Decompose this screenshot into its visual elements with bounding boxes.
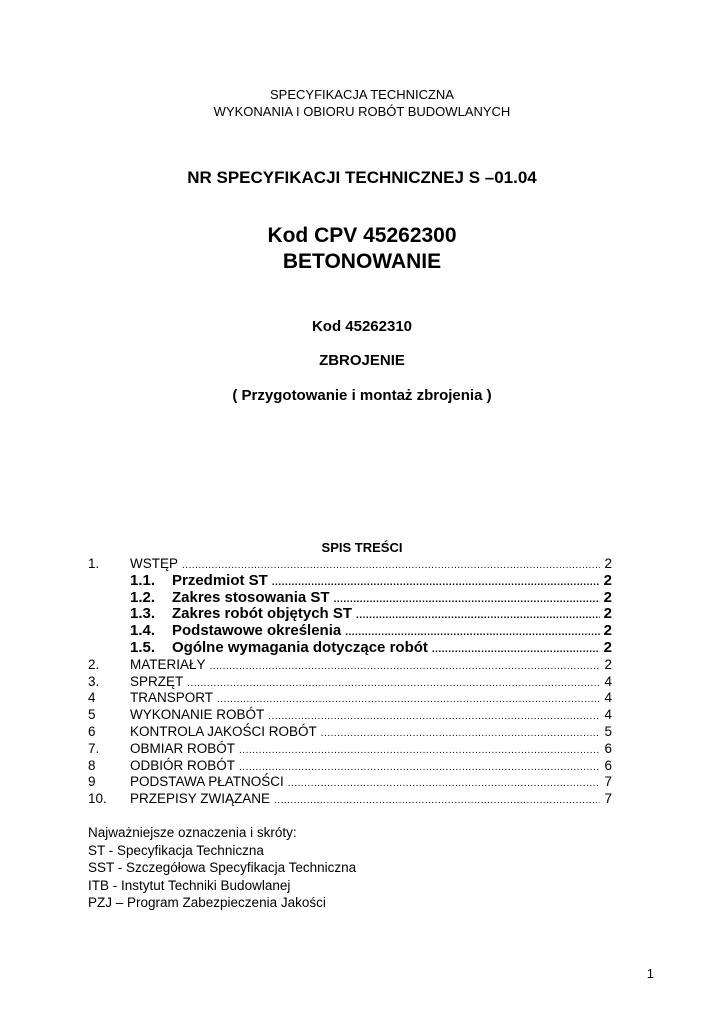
toc-entry-title: MATERIAŁY	[130, 656, 206, 672]
toc-entry-page: 2	[604, 656, 612, 672]
toc-entry	[88, 758, 612, 775]
toc-entry-page: 2	[603, 571, 612, 589]
toc-entry-page: 5	[604, 723, 612, 739]
toc-entry	[88, 573, 612, 590]
header-line-2: WYKONANIA I OBIORU ROBÓT BUDOWLANYCH	[213, 104, 511, 119]
toc-entry-page: 2	[604, 556, 612, 571]
abbreviations-block	[88, 824, 356, 912]
abbreviation-item: ITB - Instytut Techniki Budowlanej	[88, 877, 291, 893]
toc-entry-title: WYKONANIE ROBÓT	[130, 707, 265, 723]
toc-entry-number: 1.4.	[130, 622, 156, 640]
header-line-1: SPECYFIKACJA TECHNICZNA	[270, 87, 454, 102]
toc-entry-page: 4	[604, 673, 612, 689]
toc-entry-page: 2	[603, 588, 612, 606]
toc-entry-number: 4	[88, 690, 96, 706]
toc-entry	[88, 657, 612, 674]
toc-entry-number: 1.3.	[130, 605, 156, 623]
toc-entry-page: 4	[604, 707, 612, 723]
toc-entry-page: 7	[604, 774, 612, 790]
toc-entry-page: 4	[604, 690, 612, 706]
toc-entry	[88, 724, 612, 741]
toc-entry-page: 7	[604, 791, 612, 807]
toc-entry-number: 1.	[88, 556, 100, 571]
toc-entry-number: 8	[88, 757, 96, 773]
toc-entry-number: 7.	[88, 740, 100, 756]
toc-entry-number: 2.	[88, 656, 100, 672]
toc-entry-title: KONTROLA JAKOŚCI ROBÓT	[130, 723, 317, 739]
toc-entry	[88, 606, 612, 623]
toc-entry	[88, 741, 612, 758]
toc-entry-title: Przedmiot ST	[172, 571, 268, 589]
toc-entry	[88, 774, 612, 791]
toc-entry-title: PRZEPISY ZWIĄZANE	[130, 791, 271, 807]
toc-entry	[88, 556, 612, 573]
abbreviation-item: SST - Szczegółowa Specyfikacja Techniczna	[88, 860, 357, 875]
toc-entry	[88, 674, 612, 691]
toc-entry	[88, 707, 612, 724]
toc-entry-title: TRANSPORT	[130, 690, 214, 706]
spec-number: NR SPECYFIKACJI TECHNICZNEJ S –01.04	[187, 168, 537, 187]
toc-entry-title: ODBIÓR ROBÓT	[130, 757, 236, 773]
toc-entry-title: OBMIAR ROBÓT	[130, 740, 236, 756]
toc-entry-title: SPRZĘT	[130, 673, 184, 689]
page-number: 1	[646, 966, 654, 981]
sub-name: ZBROJENIE	[319, 352, 405, 369]
toc-entry-title: PODSTAWA PŁATNOŚCI	[130, 774, 284, 790]
abbreviation-item: PZJ – Program Zabezpieczenia Jakości	[88, 895, 326, 910]
toc-entry-number: 1.2.	[130, 588, 156, 606]
table-of-contents	[88, 556, 612, 808]
toc-entry-page: 2	[603, 638, 612, 656]
sub-description: ( Przygotowanie i montaż zbrojenia )	[232, 387, 492, 404]
toc-entry-title: WSTĘP	[130, 556, 179, 571]
toc-entry	[88, 590, 612, 607]
toc-entry	[88, 791, 612, 808]
toc-entry-number: 1.1.	[130, 571, 156, 589]
toc-entry-page: 6	[604, 757, 612, 773]
toc-entry-number: 9	[88, 774, 96, 790]
toc-leader-dots	[274, 793, 600, 810]
toc-entry-number: 10.	[88, 791, 107, 807]
toc-entry-title: Zakres robót objętych ST	[172, 605, 353, 623]
toc-title: SPIS TREŚCI	[321, 540, 403, 555]
toc-entry-page: 2	[603, 605, 612, 623]
cpv-code: Kod CPV 45262300	[267, 224, 457, 247]
toc-entry-title: Podstawowe określenia	[172, 622, 342, 640]
toc-entry	[88, 640, 612, 657]
toc-entry-number: 1.5.	[130, 638, 156, 656]
sub-code: Kod 45262310	[311, 318, 413, 335]
abbreviations-title: Najważniejsze oznaczenia i skróty:	[88, 825, 297, 840]
toc-entry-page: 6	[604, 740, 612, 756]
toc-entry-page: 2	[603, 622, 612, 640]
toc-entry-number: 3.	[88, 673, 100, 689]
abbreviation-item: ST - Specyfikacja Techniczna	[88, 842, 264, 858]
toc-entry-number: 5	[88, 707, 96, 723]
toc-entry	[88, 690, 612, 707]
toc-entry	[88, 623, 612, 640]
cpv-name: BETONOWANIE	[282, 250, 442, 273]
toc-entry-title: Ogólne wymagania dotyczące robót	[172, 638, 428, 656]
toc-entry-title: Zakres stosowania ST	[172, 588, 330, 606]
toc-entry-number: 6	[88, 723, 96, 739]
